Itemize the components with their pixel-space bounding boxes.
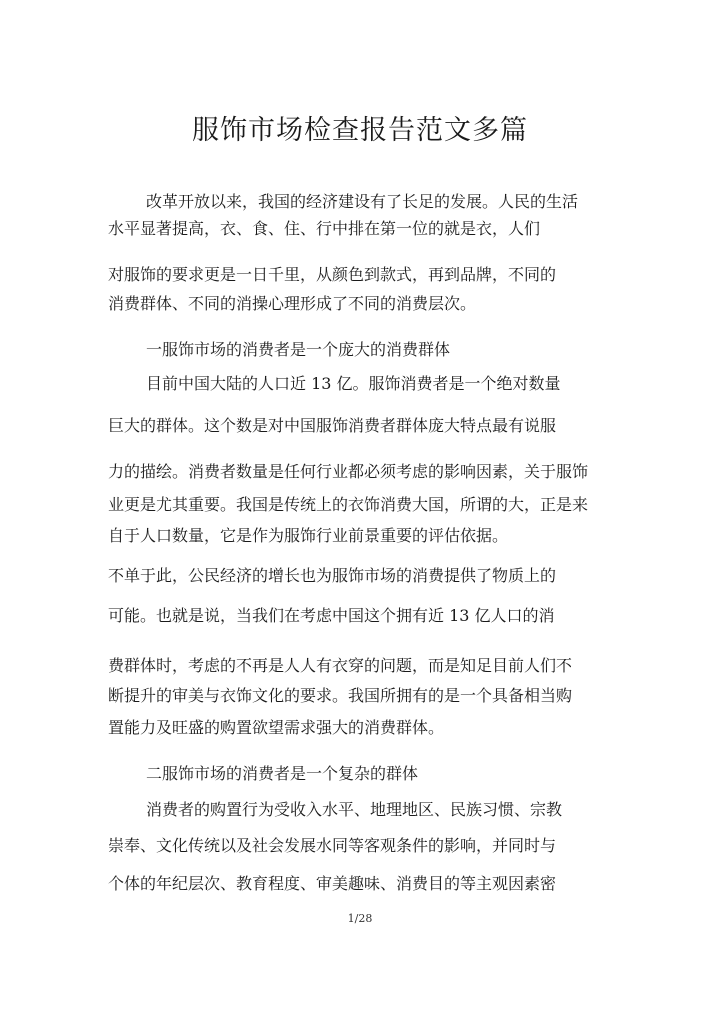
paragraph-line: 置能力及旺盛的购置欲望需求强大的消费群体。: [108, 718, 445, 737]
paragraph-line: 自于人口数量，它是作为服饰行业前景重要的评估依据。: [108, 526, 509, 545]
paragraph-line: 改革开放以来，我国的经济建设有了长足的发展。人民的生活: [146, 192, 579, 211]
section-heading: 一服饰市场的消费者是一个庞大的消费群体: [146, 340, 451, 359]
paragraph-line: 崇奉、文化传统以及社会发展水同等客观条件的影响，并同时与: [108, 836, 557, 855]
section-heading: 二服饰市场的消费者是一个复杂的群体: [146, 764, 419, 783]
paragraph-line: 不单于此，公民经济的增长也为服饰市场的消费提供了物质上的: [108, 566, 557, 585]
paragraph-line: 目前中国大陆的人口近 13 亿。服饰消费者是一个绝对数量: [146, 374, 561, 393]
paragraph-line: 业更是尤其重要。我国是传统上的衣饰消费大国，所谓的大，正是来: [108, 495, 589, 514]
paragraph-line: 水平显著提高，衣、食、住、行中排在第一位的就是衣，人们: [108, 219, 541, 238]
paragraph-line: 消费者的购置行为受收入水平、地理地区、民族习惯、宗教: [146, 800, 563, 819]
paragraph-line: 费群体时，考虑的不再是人人有衣穿的问题，而是知足目前人们不: [108, 656, 573, 675]
document-title: 服饰市场检查报告范文多篇: [192, 115, 528, 146]
paragraph-line: 个体的年纪层次、教育程度、审美趣味、消费目的等主观因素密: [108, 874, 557, 893]
paragraph-line: 断提升的审美与衣饰文化的要求。我国所拥有的是一个具备相当购: [108, 686, 573, 705]
paragraph-line: 可能。也就是说，当我们在考虑中国这个拥有近 13 亿人口的消: [108, 606, 555, 625]
paragraph-line: 巨大的群体。这个数是对中国服饰消费者群体庞大特点最有说服: [108, 416, 557, 435]
paragraph-line: 力的描绘。消费者数量是任何行业都必须考虑的影响因素，关于服饰: [108, 462, 589, 481]
paragraph-line: 对服饰的要求更是一日千里，从颜色到款式，再到品牌，不同的: [108, 265, 557, 284]
paragraph-line: 消费群体、不同的消操心理形成了不同的消费层次。: [108, 294, 477, 313]
page-number: 1/28: [347, 912, 373, 925]
